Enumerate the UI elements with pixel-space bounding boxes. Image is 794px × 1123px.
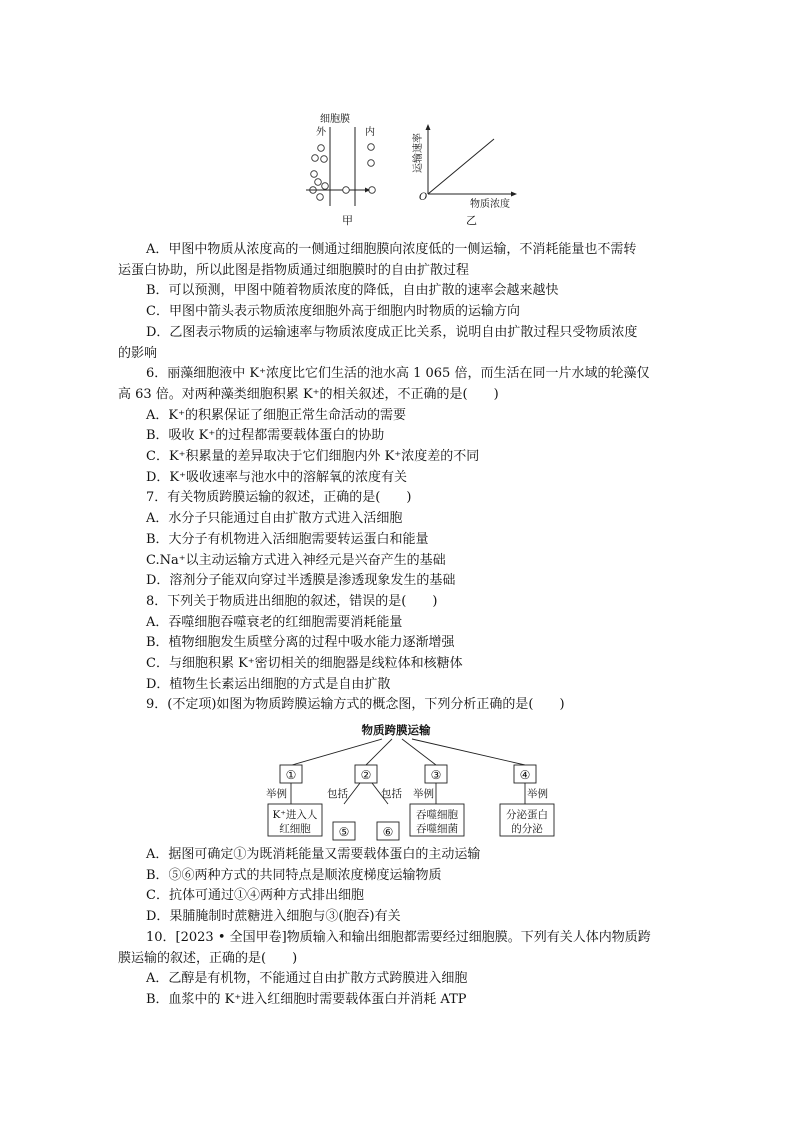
outside-label: 外 bbox=[316, 127, 326, 138]
svg-text:④: ④ bbox=[519, 768, 531, 782]
caption-jia: 甲 bbox=[342, 214, 353, 227]
q5-option-a: A．甲图中物质从浓度高的一侧通过细胞膜向浓度低的一侧运输，不消耗能量也不需转 bbox=[146, 242, 637, 257]
svg-text:⑤: ⑤ bbox=[338, 825, 350, 839]
q8-option-a: A．吞噬细胞吞噬衰老的红细胞需要消耗能量 bbox=[146, 614, 403, 630]
example-3 bbox=[410, 804, 464, 836]
q9-option-b: B．⑤⑥两种方式的共同特点是顺浓度梯度运输物质 bbox=[146, 867, 442, 883]
example-1 bbox=[268, 804, 322, 836]
svg-text:②: ② bbox=[360, 768, 372, 782]
node-6 bbox=[377, 822, 399, 840]
inside-label: 内 bbox=[365, 127, 375, 138]
q5-option-d: D．乙图表示物质的运输速率与物质浓度成正比关系，说明自由扩散过程只受物质浓度 bbox=[146, 324, 638, 340]
svg-text:的分泌: 的分泌 bbox=[511, 823, 543, 835]
q5-option-d-cont: 的影响 bbox=[118, 345, 158, 361]
q6-option-d: D．K⁺吸收速率与池水中的溶解氧的浓度有关 bbox=[146, 469, 407, 485]
example-4 bbox=[500, 804, 554, 836]
q5-option-a-cont: 运蛋白协助，所以此图是指物质通过细胞膜时的自由扩散过程 bbox=[118, 262, 470, 278]
q6-option-a: A．K⁺的积累保证了细胞正常生命活动的需要 bbox=[146, 407, 406, 423]
svg-text:①: ① bbox=[285, 768, 297, 782]
figure-yi bbox=[411, 124, 517, 227]
svg-text:吞噬细胞: 吞噬细胞 bbox=[416, 809, 458, 821]
q9-option-c: C．抗体可通过①④两种方式排出细胞 bbox=[146, 888, 364, 904]
y-axis-label: 运输速率 bbox=[413, 133, 424, 173]
q7-option-d: D．溶剂分子能双向穿过半透膜是渗透现象发生的基础 bbox=[146, 573, 456, 589]
q10-stem: 10．[2023 • 全国甲卷]物质输入和输出细胞都需要经过细胞膜。下列有关人体内物质跨 bbox=[146, 929, 651, 945]
q7-stem: 7．有关物质跨膜运输的叙述，正确的是( ) bbox=[146, 490, 412, 506]
svg-text:⑥: ⑥ bbox=[382, 825, 394, 839]
q7-option-b: B．大分子有机物进入活细胞需要转运蛋白和能量 bbox=[146, 531, 429, 547]
x-axis-label: 物质浓度 bbox=[470, 199, 510, 210]
node-3 bbox=[425, 765, 447, 783]
molecule-in-membrane bbox=[343, 187, 350, 194]
q7-option-c: C.Na⁺以主动运输方式进入神经元是兴奋产生的基础 bbox=[146, 552, 446, 568]
concept-root: 物质跨膜运输 bbox=[361, 723, 431, 737]
q10-option-a: A．乙醇是有机物，不能通过自由扩散方式跨膜进入细胞 bbox=[146, 971, 468, 987]
q5-option-c: C．甲图中箭头表示物质浓度细胞外高于细胞内时物质的运输方向 bbox=[146, 304, 520, 320]
include-label-1: 包括 bbox=[327, 788, 348, 800]
q7-option-a: A．水分子只能通过自由扩散方式进入活细胞 bbox=[146, 511, 403, 527]
node-4 bbox=[514, 765, 536, 783]
q6-option-b: B．吸收 K⁺的过程都需要载体蛋白的协助 bbox=[146, 428, 385, 444]
svg-text:吞噬细菌: 吞噬细菌 bbox=[416, 823, 458, 835]
caption-yi: 乙 bbox=[466, 214, 477, 227]
include-label-2: 包括 bbox=[381, 788, 402, 800]
svg-text:红细胞: 红细胞 bbox=[279, 823, 311, 835]
membrane-label: 细胞膜 bbox=[320, 114, 350, 125]
node-5 bbox=[333, 822, 355, 840]
q8-option-c: C．与细胞积累 K⁺密切相关的细胞器是线粒体和核糖体 bbox=[146, 656, 463, 672]
node-2 bbox=[355, 765, 377, 783]
q10-stem-cont: 膜运输的叙述，正确的是( ) bbox=[118, 950, 298, 966]
molecules-outside bbox=[310, 145, 329, 201]
q6-stem-cont: 高 63 倍。对两种藻类细胞积累 K⁺的相关叙述，不正确的是( ) bbox=[118, 386, 499, 402]
q8-option-b: B．植物细胞发生质壁分离的过程中吸水能力逐渐增强 bbox=[146, 635, 455, 651]
molecules-inside bbox=[368, 144, 376, 194]
example-label-4: 举例 bbox=[527, 788, 548, 800]
svg-text:③: ③ bbox=[430, 768, 442, 782]
concept-map bbox=[0, 718, 794, 842]
q9-stem: 9．(不定项)如图为物质跨膜运输方式的概念图，下列分析正确的是( ) bbox=[146, 697, 565, 713]
q5-option-b: B．可以预测，甲图中随着物质浓度的降低，自由扩散的速率会越来越快 bbox=[146, 283, 559, 299]
q9-option-a: A．据图可确定①为既消耗能量又需要载体蛋白的主动运输 bbox=[146, 847, 481, 862]
figures-jia-yi bbox=[0, 0, 794, 240]
q6-option-c: C．K⁺积累量的差异取决于它们细胞内外 K⁺浓度差的不同 bbox=[146, 449, 480, 465]
origin-label: O bbox=[419, 192, 428, 203]
q10-option-b: B．血浆中的 K⁺进入红细胞时需要载体蛋白并消耗 ATP bbox=[146, 991, 467, 1007]
q8-option-d: D．植物生长素运出细胞的方式是自由扩散 bbox=[146, 676, 391, 692]
q8-stem: 8．下列关于物质进出细胞的叙述，错误的是( ) bbox=[146, 593, 438, 609]
q6-stem: 6．丽藻细胞液中 K⁺浓度比它们生活的池水高 1 065 倍，而生活在同一片水域的轮藻仅 bbox=[146, 366, 650, 382]
figure-jia bbox=[306, 112, 375, 227]
rate-line bbox=[428, 139, 494, 194]
node-1 bbox=[280, 765, 302, 783]
svg-text:K⁺进入人: K⁺进入人 bbox=[272, 809, 318, 821]
q9-option-d: D．果脯腌制时蔗糖进入细胞与③(胞吞)有关 bbox=[146, 909, 401, 925]
svg-text:分泌蛋白: 分泌蛋白 bbox=[506, 809, 548, 821]
example-label-3: 举例 bbox=[413, 788, 434, 800]
questions-upper bbox=[118, 240, 678, 716]
example-label-1: 举例 bbox=[266, 788, 287, 800]
questions-lower bbox=[118, 845, 678, 1011]
